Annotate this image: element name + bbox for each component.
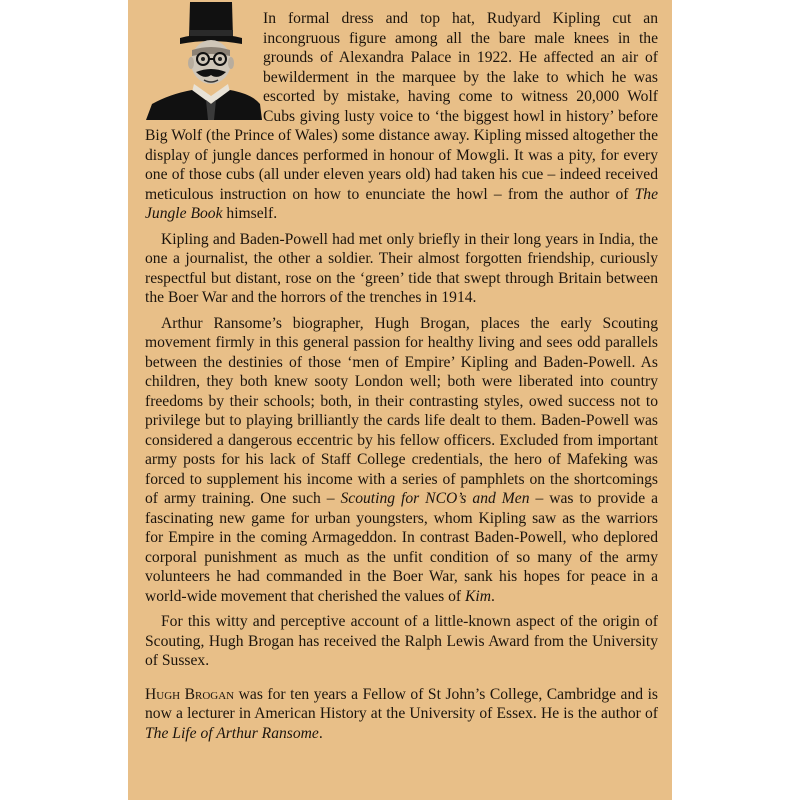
paragraph-2: Kipling and Baden-Powell had met only briefly in their long years in India, the one a journalist, the other a soldier. Their almost forgotten friendship, curiously respectful but distant, rose on the ‘green’ tide that swept through Britain between the Boer War and the horrors of the trenches in 1914. (145, 230, 658, 306)
author-bio-text-a: was for ten years a Fellow of St John’s College, Cambridge and is now a lecturer in American History at the University of Essex. He is the author of (145, 685, 658, 722)
author-name: Hugh Brogan (145, 685, 235, 703)
jungle-book-title: The Jungle Book (145, 185, 658, 222)
paragraph-4: For this witty and perceptive account of a little-known aspect of the origin of Scouting, Hugh Brogan has received the Ralph Lewis Award from the University of Sussex. (145, 613, 658, 669)
book-back-cover (128, 0, 672, 800)
cover-text (145, 9, 658, 743)
portrait-space (145, 0, 263, 117)
paragraph-3-text-b: – was to provide a fascinating new game for urban youngsters, whom Kipling saw as the warriors for Empire in the coming Armageddon. In contrast Baden-Powell, who deplored corporal punishment as much as the unfit condition of so many of the army volunteers he had commanded in the Boer War, sank his hopes for peace in a world-wide movement that cherished the values of (145, 490, 658, 605)
paragraph-3 (145, 314, 658, 607)
paragraph-1 (145, 9, 658, 224)
paragraph-3-text-c: . (491, 587, 495, 605)
paragraph-1-text-b: himself. (222, 205, 278, 222)
author-bio (145, 685, 658, 744)
kim-title: Kim (465, 587, 492, 605)
scouting-pamphlet-title: Scouting for NCO’s and Men (340, 490, 530, 507)
author-bio-text-b: . (318, 724, 323, 742)
paragraph-1-text-a: In formal dress and top hat, Rudyard Kipling cut an incongruous figure among all the bare male knees in the grounds of Alexandra Palace in 1922. He affected an air of bewilderment in the marquee by the lake to which he was escorted by mistake, having come to witness 20,000 Wolf Cubs giving lusty voice to ‘the biggest howl in history’ before Big Wolf (the Prince of Wales) some distance away. Kipling missed altogether the display of jungle dances performed in honour of Mowgli. It was a pity, for every one of those cubs (all under eleven years old) had taken his cue – indeed received meticulous instruction on how to enunciate the howl – from the author of (145, 10, 658, 203)
ransome-biography-title: The Life of Arthur Ransome (145, 724, 319, 742)
paragraph-3-text-a: Arthur Ransome’s biographer, Hugh Brogan, places the early Scouting movement firmly in this general passion for healthy living and sees odd parallels between the destinies of those ‘men of Empire’ Kipling and Baden-Powell. As children, they both knew sooty London well; both were liberated into country freedoms by their schools; both, in their contrasting styles, owed success not to privilege but to playing brilliantly the cards life dealt to them. Baden-Powell was considered a dangerous eccentric by his fellow officers. Excluded from important army posts for his lack of Staff College credentials, the hero of Mafeking was forced to supplement his income with a series of pamphlets on the shortcomings of army training. One such – (145, 314, 658, 507)
